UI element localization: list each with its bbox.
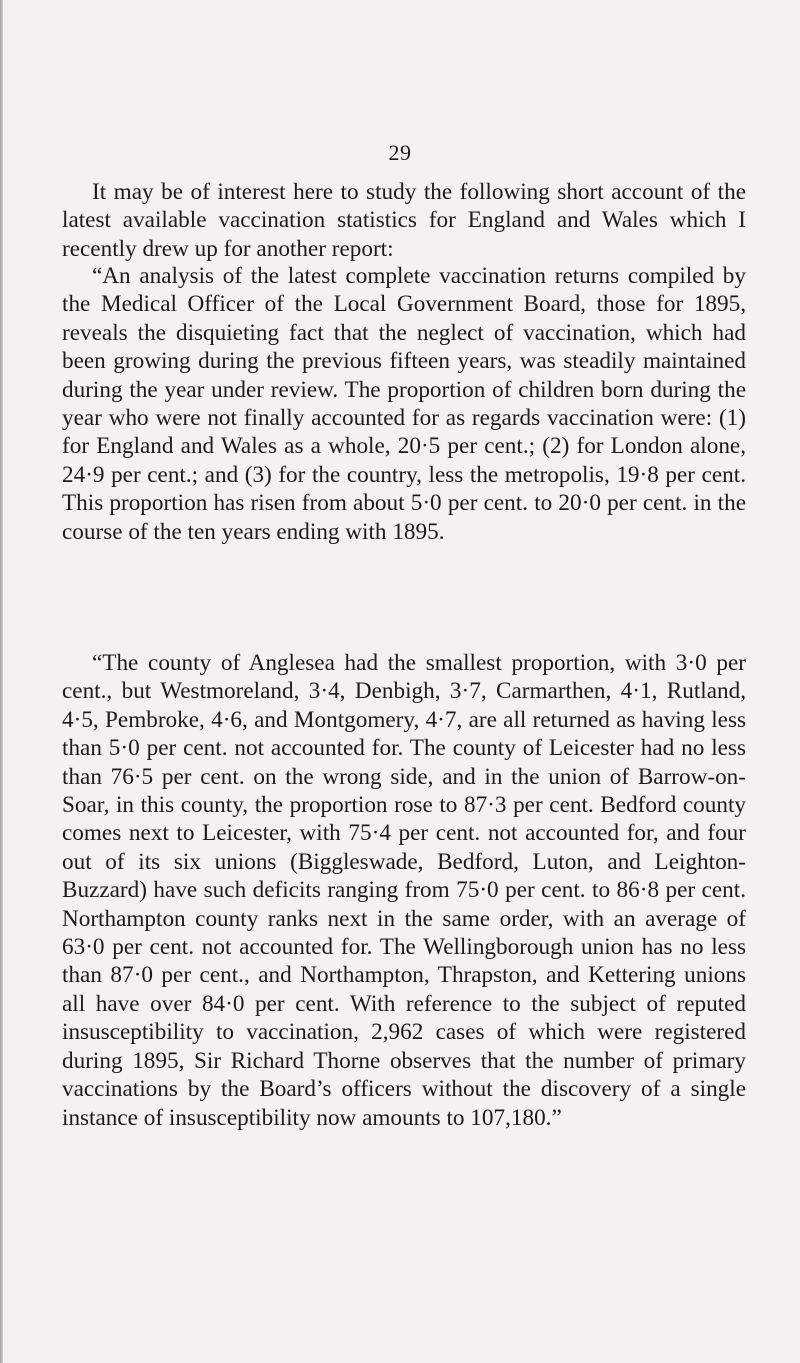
paragraph-quote-analysis: “An analysis of the latest complete vaccination returns compiled by the Medical Officer of the Local Government Board, those for 1895, reveals the disquieting fact that the neglect of vaccination, which had been growing during the previous fifteen years, was steadily maintained during the year under review. The proportion of children born during the year who were not finally accounted for as regards vaccination were: (1) for England and Wales as a whole, 20·5 per cent.; (2) for London alone, 24·9 per cent.; and (3) for the country, less the metropolis, 19·8 per cent. This proportion has risen from about 5·0 per cent. to 20·0 per cent. in the course of the ten years ending with 1895. [62, 263, 746, 545]
page-number: 29 [388, 140, 412, 165]
paragraph-quote-counties: “The county of Anglesea had the smallest proportion, with 3·0 per cent., but Westmoreland, 3·4, Denbigh, 3·7, Carmarthen, 4·1, Rutland, 4·5, Pembroke, 4·6, and Montgomery, 4·7, are all returned as having less than 5·0 per cent. not accounted for. The county of Leicester had no less than 76·5 per cent. on the wrong side, and in the union of Barrow-on-Soar, in this county, the proportion rose to 87·3 per cent. Bedford county comes next to Leicester, with 75·4 per cent. not accounted for, and four out of its six unions (Biggleswade, Bedford, Luton, and Leighton-Buzzard) have such deficits ranging from 75·0 per cent. to 86·8 per cent. Northampton county ranks next in the same order, with an average of 63·0 per cent. not accounted for. The Wellingborough union has no less than 87·0 per cent., and Northampton, Thrapston, and Kettering unions all have over 84·0 per cent. With reference to the subject of reputed insusceptibility to vaccination, 2,962 cases of which were registered during 1895, Sir Richard Thorne observes that the number of primary vaccinations by the Board’s officers without the discovery of a single instance of insusceptibility now amounts to 107,180.” [62, 650, 746, 1131]
page-binding-edge [0, 0, 3, 1363]
paragraph-intro: It may be of interest here to study the following short account of the latest available vaccination statistics for England and Wales which I recently drew up for another report: [62, 179, 746, 262]
